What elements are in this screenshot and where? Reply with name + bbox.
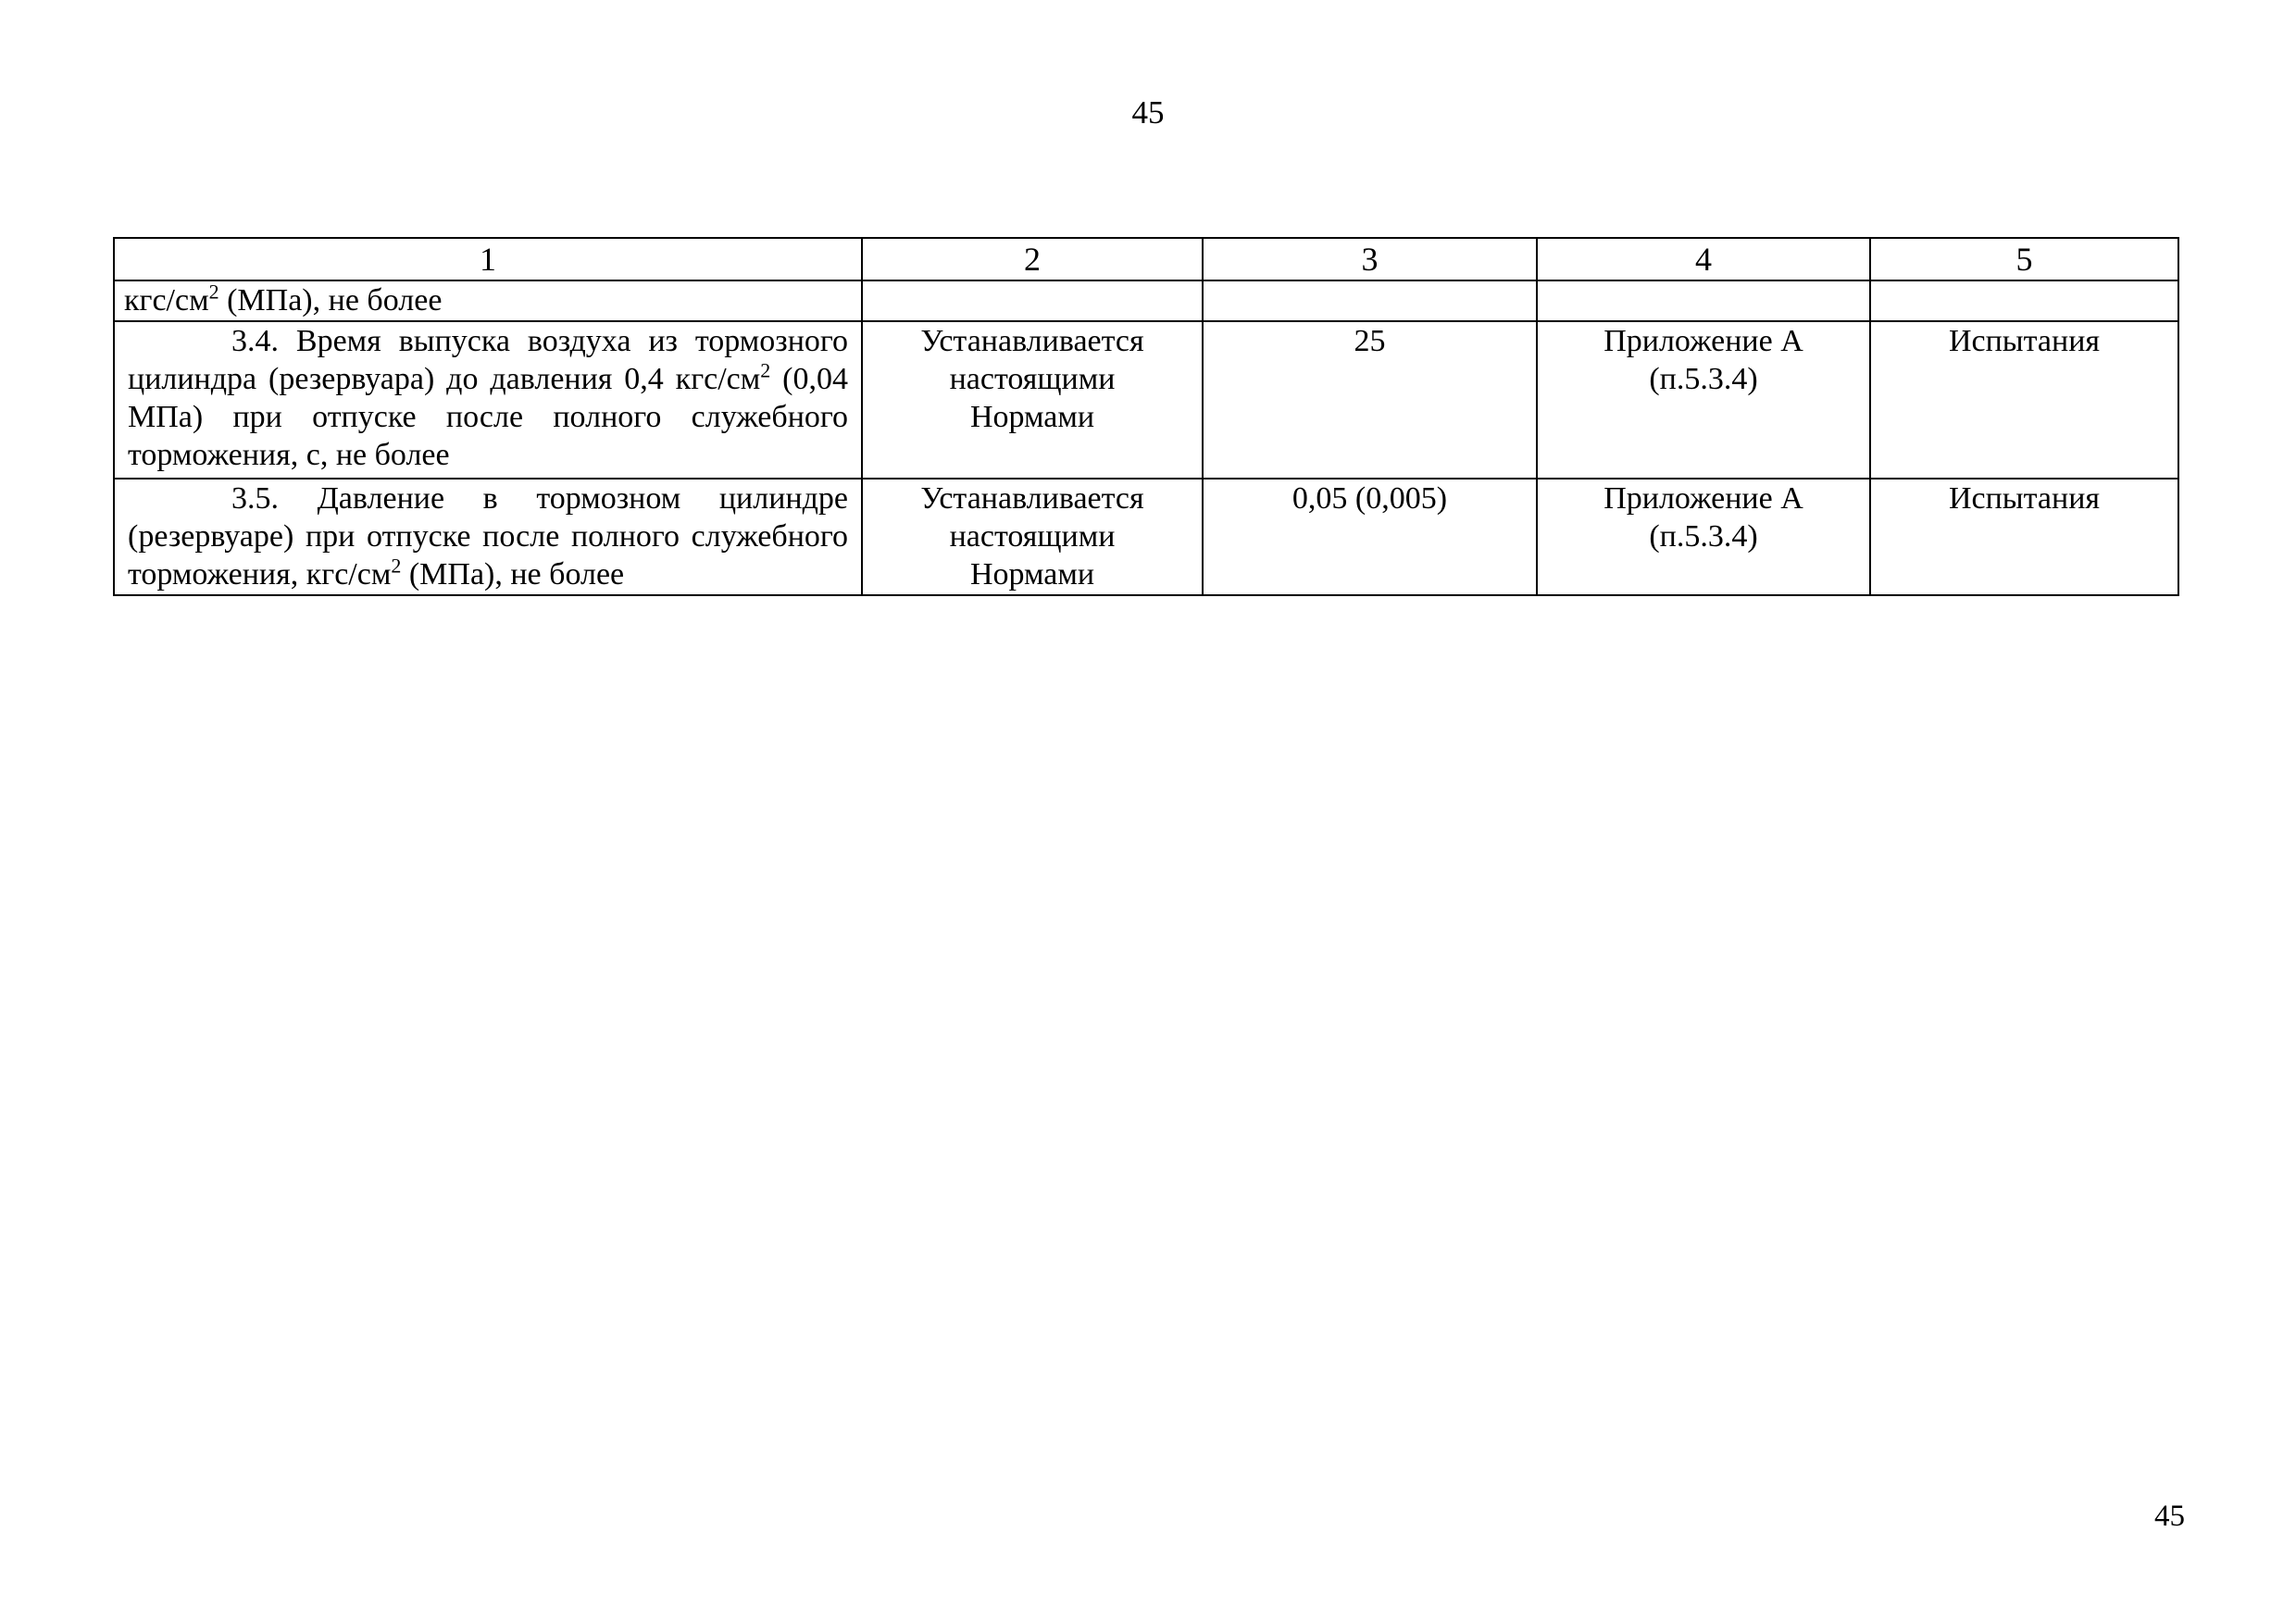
established-cell [862, 479, 1203, 595]
header-cell-2: 2 [862, 238, 1203, 280]
spec-table [113, 237, 2179, 596]
param-cell [114, 321, 862, 479]
table-row [114, 479, 2178, 595]
method-line: (п.5.3.4) [1649, 519, 1758, 554]
superscript: 2 [208, 280, 219, 304]
table-header-row [114, 238, 2178, 280]
established-cell [862, 321, 1203, 479]
established-line: Нормами [969, 557, 1095, 592]
control-cell [1870, 280, 2178, 321]
established-cell [862, 280, 1203, 321]
established-line: Устанавливается [920, 324, 1144, 358]
method-cell [1537, 479, 1870, 595]
method-line: Приложение А [1603, 481, 1803, 516]
value-cell [1203, 280, 1537, 321]
page-number-bottom: 45 [2154, 1500, 2185, 1533]
established-line: настоящими [949, 519, 1116, 554]
page-number-top: 45 [1131, 94, 1165, 131]
method-line: (п.5.3.4) [1649, 362, 1758, 396]
control-cell: Испытания [1870, 479, 2178, 595]
param-cell [114, 479, 862, 595]
param-text-b: (МПа), не более [218, 283, 443, 318]
established-line: Нормами [969, 400, 1095, 434]
method-cell [1537, 321, 1870, 479]
control-cell: Испытания [1870, 321, 2178, 479]
param-cell [114, 280, 862, 321]
param-text-a: 3.4. Время выпуска воздуха из тормозного цилиндра (резервуара) до давления 0,4 кгс/см [128, 324, 848, 396]
superscript: 2 [760, 358, 771, 382]
method-cell [1537, 280, 1870, 321]
table-row [114, 321, 2178, 479]
value-cell: 25 [1203, 321, 1537, 479]
header-cell-1: 1 [114, 238, 862, 280]
header-cell-4: 4 [1537, 238, 1870, 280]
header-cell-3: 3 [1203, 238, 1537, 280]
established-line: Устанавливается [920, 481, 1144, 516]
param-text-a: 3.5. Давление в тормозном цилиндре (резервуаре) при отпуске после полного служебного торможения, кгс/см [128, 481, 848, 592]
superscript: 2 [391, 554, 402, 578]
header-cell-5: 5 [1870, 238, 2178, 280]
value-cell: 0,05 (0,005) [1203, 479, 1537, 595]
param-text-b: (0,04 МПа) при отпуске после полного служебного торможения, с, не более [128, 362, 848, 472]
established-line: настоящими [949, 362, 1116, 396]
method-line: Приложение А [1603, 324, 1803, 358]
param-text-a: кгс/см [124, 283, 209, 318]
param-text-b: (МПа), не более [401, 557, 625, 592]
table-row [114, 280, 2178, 321]
